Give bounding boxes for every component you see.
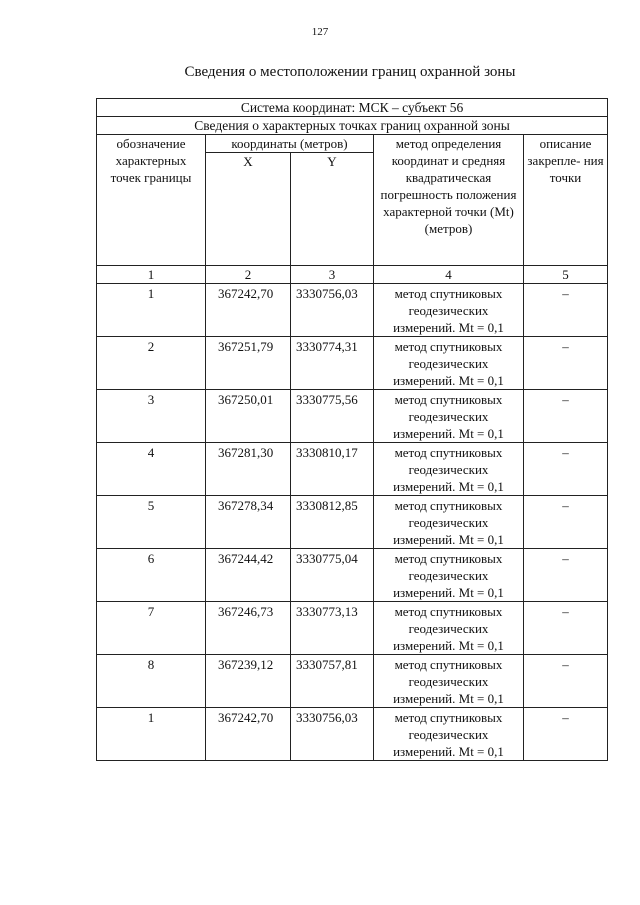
table-row — [97, 443, 608, 496]
cell-x: 367239,12 — [206, 655, 291, 708]
cell-method: метод спутниковых геодезических измерений. Mt = 0,1 — [374, 496, 524, 549]
cell-method: метод спутниковых геодезических измерений. Mt = 0,1 — [374, 390, 524, 443]
header-description: описание закрепле- ния точки — [524, 135, 608, 266]
cell-y: 3330773,13 — [291, 602, 374, 655]
cell-method: метод спутниковых геодезических измерений. Mt = 0,1 — [374, 549, 524, 602]
column-number-row — [97, 266, 608, 284]
header-x: X — [206, 153, 291, 266]
cell-point: 2 — [97, 337, 206, 390]
cell-method: метод спутниковых геодезических измерений. Mt = 0,1 — [374, 284, 524, 337]
table-row — [97, 655, 608, 708]
cell-y: 3330757,81 — [291, 655, 374, 708]
cell-method: метод спутниковых геодезических измерений. Mt = 0,1 — [374, 655, 524, 708]
column-number: 1 — [97, 266, 206, 284]
column-number: 4 — [374, 266, 524, 284]
table-row — [97, 708, 608, 761]
cell-x: 367242,70 — [206, 708, 291, 761]
cell-x: 367281,30 — [206, 443, 291, 496]
cell-y: 3330812,85 — [291, 496, 374, 549]
cell-x: 367250,01 — [206, 390, 291, 443]
cell-y: 3330775,04 — [291, 549, 374, 602]
column-number: 2 — [206, 266, 291, 284]
table-row — [97, 549, 608, 602]
table-row — [97, 284, 608, 337]
page-number: 127 — [311, 26, 329, 38]
cell-point: 3 — [97, 390, 206, 443]
section-header-row — [97, 117, 608, 135]
cell-description: – — [524, 284, 608, 337]
cell-description: – — [524, 496, 608, 549]
header-point-designation: обозначение характерных точек границы — [97, 135, 206, 266]
cell-method: метод спутниковых геодезических измерений. Mt = 0,1 — [374, 337, 524, 390]
cell-y: 3330774,31 — [291, 337, 374, 390]
cell-x: 367251,79 — [206, 337, 291, 390]
header-method: метод определения координат и средняя квадратическая погрешность положения характерной точки (Mt) (метров) — [374, 135, 524, 266]
cell-method: метод спутниковых геодезических измерений. Mt = 0,1 — [374, 708, 524, 761]
cell-point: 5 — [97, 496, 206, 549]
cell-method: метод спутниковых геодезических измерений. Mt = 0,1 — [374, 443, 524, 496]
section-header: Сведения о характерных точках границ охранной зоны — [97, 117, 608, 135]
column-number: 3 — [291, 266, 374, 284]
cell-description: – — [524, 549, 608, 602]
cell-x: 367246,73 — [206, 602, 291, 655]
cell-description: – — [524, 390, 608, 443]
cell-x: 367242,70 — [206, 284, 291, 337]
cell-x: 367244,42 — [206, 549, 291, 602]
table-row — [97, 602, 608, 655]
boundary-points-table — [96, 98, 608, 761]
cell-method: метод спутниковых геодезических измерений. Mt = 0,1 — [374, 602, 524, 655]
table-row — [97, 390, 608, 443]
cell-y: 3330756,03 — [291, 284, 374, 337]
header-coordinates: координаты (метров) — [206, 135, 374, 153]
cell-description: – — [524, 655, 608, 708]
table-row — [97, 496, 608, 549]
column-number: 5 — [524, 266, 608, 284]
system-header-row — [97, 99, 608, 117]
table-row — [97, 337, 608, 390]
cell-point: 4 — [97, 443, 206, 496]
cell-y: 3330756,03 — [291, 708, 374, 761]
column-header-row — [97, 135, 608, 153]
header-y: Y — [291, 153, 374, 266]
cell-point: 8 — [97, 655, 206, 708]
cell-x: 367278,34 — [206, 496, 291, 549]
cell-description: – — [524, 708, 608, 761]
cell-description: – — [524, 443, 608, 496]
document-title: Сведения о местоположении границ охранной зоны — [184, 64, 516, 80]
coordinate-system-header: Система координат: МСК – субъект 56 — [97, 99, 608, 117]
cell-description: – — [524, 602, 608, 655]
cell-point: 7 — [97, 602, 206, 655]
cell-point: 6 — [97, 549, 206, 602]
cell-y: 3330775,56 — [291, 390, 374, 443]
cell-y: 3330810,17 — [291, 443, 374, 496]
cell-description: – — [524, 337, 608, 390]
cell-point: 1 — [97, 284, 206, 337]
cell-point: 1 — [97, 708, 206, 761]
